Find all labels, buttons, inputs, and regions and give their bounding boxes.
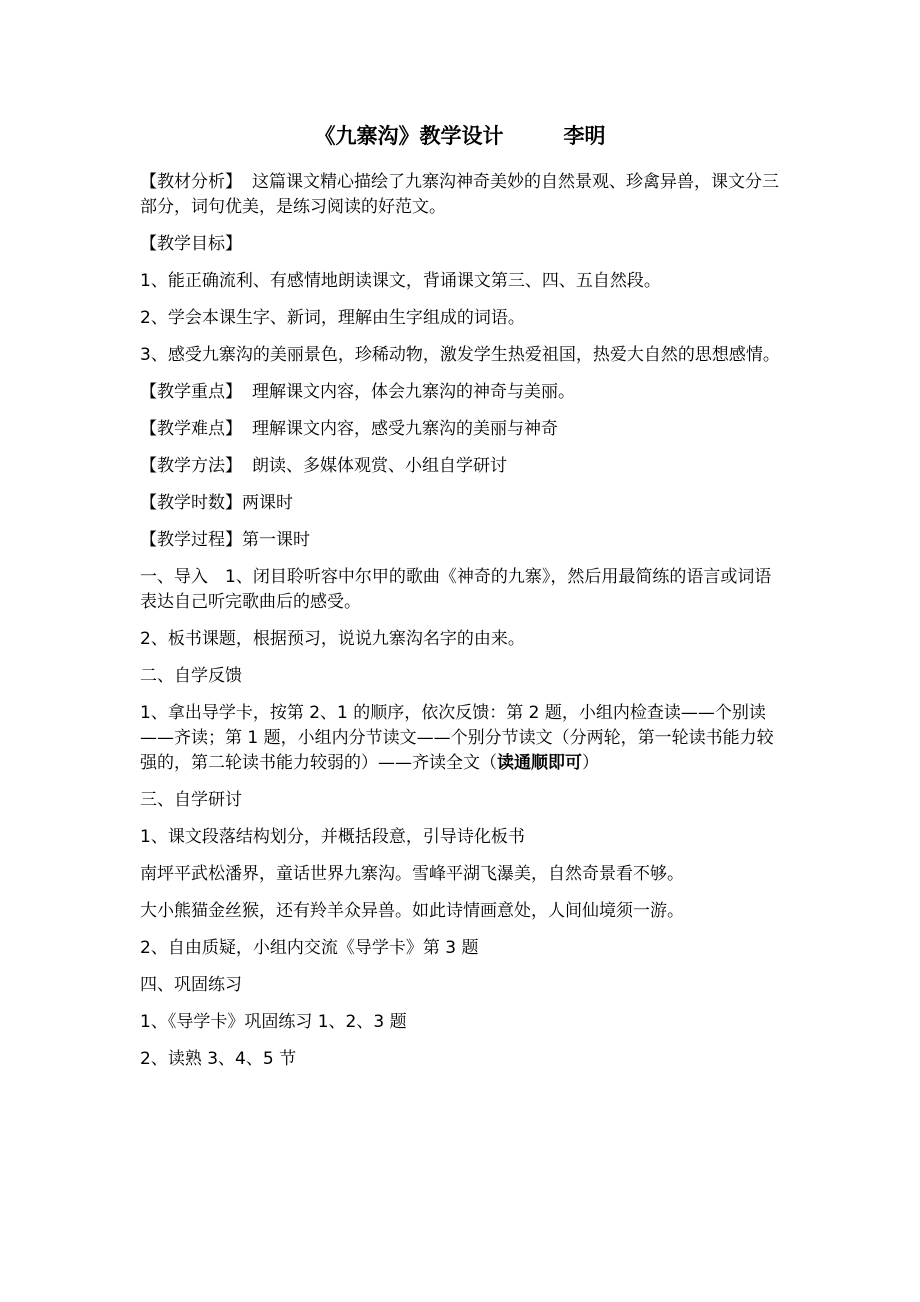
- process-text: 第一课时: [242, 530, 310, 550]
- step4-item-1: 1、《导学卡》巩固练习 1、2、3 题: [140, 1012, 407, 1032]
- process-paragraph: [140, 528, 785, 553]
- step2-heading: 二、自学反馈: [140, 666, 242, 686]
- method-paragraph: [140, 454, 785, 479]
- goal-item-2: 2、学会本课生字、新词，理解由生字组成的词语。: [140, 308, 525, 328]
- hours-label: 【教学时数】: [140, 493, 242, 513]
- poem-line-1: 南坪平武松潘界，童话世界九寨沟。雪峰平湖飞瀑美，自然奇景看不够。: [140, 864, 684, 884]
- key-point-paragraph: [140, 380, 785, 405]
- step2-item-1: [140, 701, 785, 776]
- goal-item-1: 1、能正确流利、有感情地朗读课文，背诵课文第三、四、五自然段。: [140, 271, 661, 291]
- step2-item-1-emphasis: 读通顺即可: [497, 753, 582, 773]
- author-name: 李明: [563, 124, 606, 148]
- step4-heading: 四、巩固练习: [140, 975, 242, 995]
- difficulty-label: 【教学难点】: [140, 419, 242, 439]
- analysis-label: 【教材分析】: [140, 172, 242, 192]
- step1-intro: 一、导入 1、闭目聆听容中尔甲的歌曲《神奇的九寨》，然后用最简练的语言或词语表达自己听完歌曲后的感受。: [140, 567, 772, 612]
- step3-item-1: 1、课文段落结构划分，并概括段意，引导诗化板书: [140, 827, 525, 847]
- process-label: 【教学过程】: [140, 530, 242, 550]
- goals-heading: [140, 232, 785, 257]
- step3-item-2: 2、自由质疑，小组内交流《导学卡》第 3 题: [140, 938, 479, 958]
- key-point-text: 理解课文内容，体会九寨沟的神奇与美丽。: [252, 382, 575, 402]
- hours-paragraph: [140, 491, 785, 516]
- step1-item-2: 2、板书课题，根据预习，说说九寨沟名字的由来。: [140, 629, 525, 649]
- document-title-row: [0, 120, 920, 152]
- analysis-paragraph: [140, 170, 785, 220]
- step4-item-2: 2、读熟 3、4、5 节: [140, 1049, 297, 1069]
- difficulty-paragraph: [140, 417, 785, 442]
- step3-heading: 三、自学研讨: [140, 790, 242, 810]
- document-title: 《九寨沟》教学设计: [314, 124, 504, 148]
- step2-item-1-text: 1、拿出导学卡，按第 2、1 的顺序，依次反馈：第 2 题，小组内检查读——个别读——齐读；第 1 题，小组内分节读文——个别分节读文（分两轮，第一轮读书能力较强的，第二轮读书能力较弱的）——齐读全文（: [140, 703, 774, 773]
- step2-item-1-end: ）: [582, 753, 599, 773]
- method-label: 【教学方法】: [140, 456, 242, 476]
- analysis-text: 这篇课文精心描绘了九寨沟神奇美妙的自然景观、珍禽异兽，课文分三部分，词句优美，是练习阅读的好范文。: [140, 172, 779, 217]
- key-point-label: 【教学重点】: [140, 382, 242, 402]
- goals-label: 【教学目标】: [140, 234, 242, 254]
- goal-item-3: 3、感受九寨沟的美丽景色，珍稀动物，激发学生热爱祖国，热爱大自然的思想感情。: [140, 345, 780, 365]
- poem-line-2: 大小熊猫金丝猴，还有羚羊众异兽。如此诗情画意处，人间仙境须一游。: [140, 901, 684, 921]
- document-body: [140, 170, 785, 1084]
- difficulty-text: 理解课文内容，感受九寨沟的美丽与神奇: [252, 419, 558, 439]
- method-text: 朗读、多媒体观赏、小组自学研讨: [252, 456, 507, 476]
- hours-text: 两课时: [242, 493, 293, 513]
